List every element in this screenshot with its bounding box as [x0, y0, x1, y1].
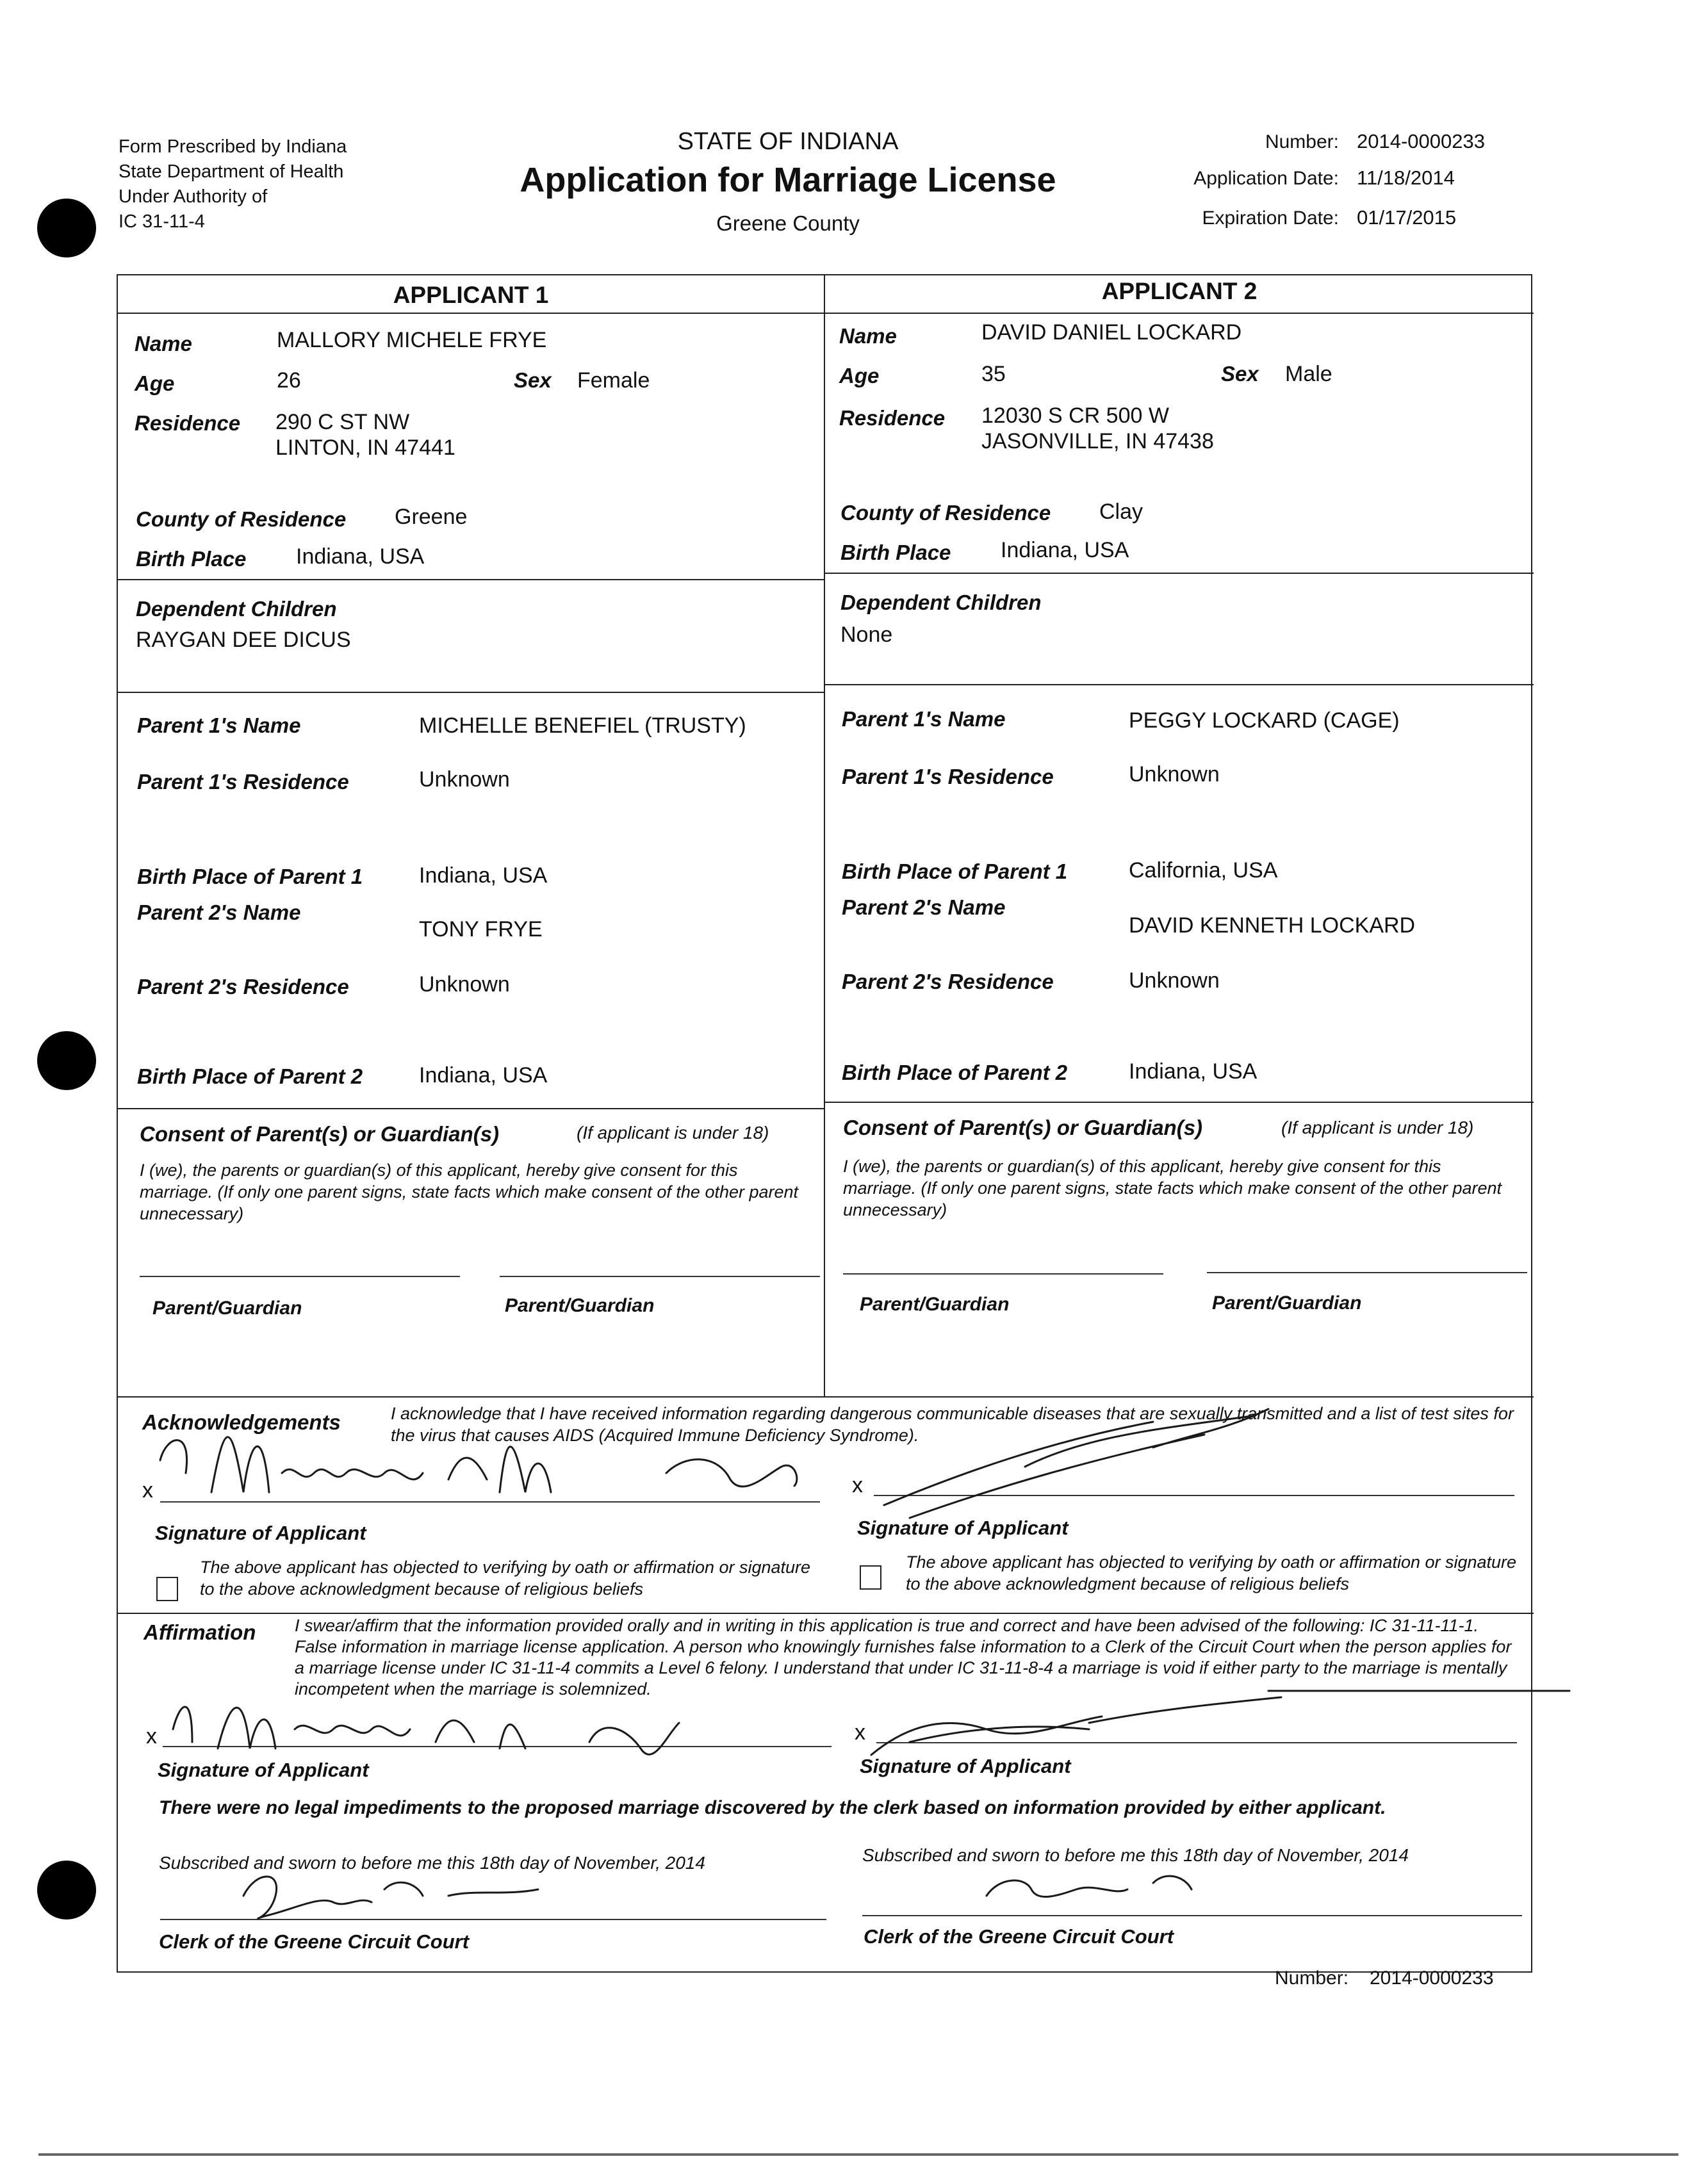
affirmation-title: Affirmation — [143, 1620, 256, 1644]
applicant2-heading: APPLICANT 2 — [1101, 278, 1258, 304]
a2-name: DAVID DANIEL LOCKARD — [981, 320, 1242, 345]
a2-p1-res: Unknown — [1129, 762, 1220, 786]
a2-county: Clay — [1099, 500, 1143, 524]
a1-county: Greene — [395, 505, 468, 529]
a1-consent-text: I (we), the parents or guardian(s) of this applicant, hereby give consent for this marriage. (If only one parent signs, state facts which make consent of the other parent unnecessary) — [140, 1161, 799, 1223]
application-date: 11/18/2014 — [1357, 167, 1455, 189]
a2-dependents: None — [840, 623, 893, 647]
a1-sex: Female — [577, 368, 650, 393]
a1-p2-name: TONY FRYE — [419, 917, 543, 941]
a1-guardian-label-1: Parent/Guardian — [152, 1298, 302, 1319]
expiration-date: 01/17/2015 — [1357, 206, 1457, 229]
a2-p2-res: Unknown — [1129, 968, 1220, 993]
form-note-line: Under Authority of — [119, 186, 268, 207]
a2-sex-label: Sex — [1221, 362, 1259, 386]
a2-ack-x: x — [852, 1473, 863, 1497]
form-note-line: Form Prescribed by Indiana — [119, 136, 347, 157]
a2-name-label: Name — [839, 324, 897, 348]
number-label: Number: — [1265, 131, 1339, 152]
a2-clerk-label: Clerk of the Greene Circuit Court — [864, 1925, 1174, 1948]
a2-residence-line1: 12030 S CR 500 W — [981, 403, 1169, 428]
a2-affirm-x: x — [855, 1720, 865, 1745]
footer-number-label: Number: — [1275, 1968, 1349, 1989]
state-heading: STATE OF INDIANA — [677, 128, 899, 155]
a2-p2-birth-label: Birth Place of Parent 2 — [842, 1061, 1068, 1084]
expiration-date-label: Expiration Date: — [1202, 208, 1339, 229]
a2-p1-birth: California, USA — [1129, 858, 1278, 883]
application-date-label: Application Date: — [1193, 168, 1339, 189]
a2-affirm-sig-label: Signature of Applicant — [860, 1755, 1071, 1777]
a1-dependents: RAYGAN DEE DICUS — [136, 628, 351, 652]
a1-name: MALLORY MICHELE FRYE — [277, 328, 547, 352]
applicant1-heading: APPLICANT 1 — [393, 282, 549, 308]
a1-clerk-signature — [243, 1877, 538, 1919]
a1-affirm-x: x — [146, 1724, 157, 1748]
acknowledgements-title: Acknowledgements — [142, 1410, 341, 1434]
form-note-line: State Department of Health — [119, 161, 344, 182]
a1-p2-birth: Indiana, USA — [419, 1063, 548, 1088]
a2-birthplace-label: Birth Place — [840, 541, 951, 564]
a2-ack-signature — [884, 1409, 1268, 1518]
a2-consent-note: (If applicant is under 18) — [1281, 1118, 1474, 1137]
a1-consent-title: Consent of Parent(s) or Guardian(s) — [140, 1122, 500, 1146]
a1-p1-res-label: Parent 1's Residence — [137, 770, 349, 794]
a2-p2-name: DAVID KENNETH LOCKARD — [1129, 913, 1416, 938]
a2-p2-birth: Indiana, USA — [1129, 1059, 1258, 1084]
a2-affirm-signature — [871, 1691, 1569, 1755]
a2-dependents-label: Dependent Children — [840, 591, 1042, 614]
a1-ack-sig-label: Signature of Applicant — [155, 1522, 366, 1544]
a1-p2-res-label: Parent 2's Residence — [137, 975, 349, 998]
a2-p1-name-label: Parent 1's Name — [842, 707, 1006, 731]
county-heading: Greene County — [716, 211, 860, 235]
acknowledgement-text: I acknowledge that I have received information regarding dangerous communicable diseases that are sexually transmitted and a list of test sites for the virus that causes AIDS (Acquired Immune Deficiency Syndrome). — [391, 1404, 1514, 1445]
a2-residence-line2: JASONVILLE, IN 47438 — [981, 429, 1214, 453]
a2-ack-sig-label: Signature of Applicant — [857, 1517, 1069, 1539]
a2-consent-title: Consent of Parent(s) or Guardian(s) — [843, 1116, 1203, 1139]
a2-p1-name: PEGGY LOCKARD (CAGE) — [1129, 708, 1400, 733]
scan-edge — [38, 2153, 1678, 2156]
a2-p2-res-label: Parent 2's Residence — [842, 970, 1054, 993]
a2-consent-text: I (we), the parents or guardian(s) of this applicant, hereby give consent for this marriage. (If only one parent signs, state facts which make consent of the other parent unnecessary) — [843, 1157, 1502, 1219]
a1-residence-label: Residence — [135, 411, 241, 435]
a2-p1-birth-label: Birth Place of Parent 1 — [842, 860, 1068, 883]
a1-name-label: Name — [135, 332, 192, 355]
license-number: 2014-0000233 — [1357, 130, 1485, 152]
a1-birthplace: Indiana, USA — [296, 544, 425, 569]
a2-birthplace: Indiana, USA — [1001, 538, 1129, 562]
a1-residence-line2: LINTON, IN 47441 — [275, 436, 455, 460]
a1-age-label: Age — [135, 371, 175, 395]
affirmation-text: I swear/affirm that the information provided orally and in writing in this application is true and correct and have been advised of the following: IC 31-11-11-1. False information in marriage license application. A person who knowingly furnishes false information to a Clerk of the Circuit Court when the person applies for a marriage license under IC 31-11-4 commits a Level 6 felony. I understand that under IC 31-11-8-4 a marriage is void if either party to the marriage is mentally incompetent when the marriage is solemnized. — [295, 1616, 1512, 1699]
impediments-statement: There were no legal impediments to the proposed marriage discovered by the clerk based on information provided by either applicant. — [159, 1797, 1386, 1818]
a1-ack-x: x — [142, 1478, 153, 1503]
a1-p1-res: Unknown — [419, 767, 510, 792]
footer-number: 2014-0000233 — [1370, 1968, 1494, 1989]
a1-ack-signature — [160, 1437, 797, 1492]
a1-county-label: County of Residence — [136, 507, 347, 531]
a1-p2-res: Unknown — [419, 972, 510, 997]
a2-p1-res-label: Parent 1's Residence — [842, 765, 1054, 788]
a2-guardian-label-1: Parent/Guardian — [860, 1294, 1010, 1315]
a1-p2-birth-label: Birth Place of Parent 2 — [137, 1064, 363, 1088]
a2-age: 35 — [981, 362, 1006, 386]
a2-subscribed-text: Subscribed and sworn to before me this 18th day of November, 2014 — [862, 1845, 1409, 1865]
a1-p1-birth: Indiana, USA — [419, 863, 548, 888]
a1-affirm-signature — [173, 1707, 679, 1754]
form-note-line: IC 31-11-4 — [119, 211, 205, 232]
a2-guardian-label-2: Parent/Guardian — [1212, 1292, 1362, 1314]
a1-p1-birth-label: Birth Place of Parent 1 — [137, 865, 363, 888]
a1-clerk-label: Clerk of the Greene Circuit Court — [159, 1930, 470, 1953]
a1-affirm-sig-label: Signature of Applicant — [158, 1759, 369, 1781]
a1-guardian-label-2: Parent/Guardian — [505, 1295, 655, 1316]
a2-county-label: County of Residence — [840, 501, 1051, 525]
a2-age-label: Age — [839, 364, 880, 387]
a1-p1-name: MICHELLE BENEFIEL (TRUSTY) — [419, 713, 746, 738]
a1-consent-note: (If applicant is under 18) — [577, 1123, 769, 1143]
a2-objection-text: The above applicant has objected to verifying by oath or affirmation or signature to the above acknowledgment because of religious beliefs — [906, 1552, 1517, 1593]
a1-birthplace-label: Birth Place — [136, 547, 247, 571]
a2-clerk-signature — [987, 1876, 1192, 1896]
a1-sex-label: Sex — [514, 368, 552, 392]
a1-objection-text: The above applicant has objected to verifying by oath or affirmation or signature to the above acknowledgment because of religious beliefs — [200, 1558, 811, 1599]
a1-p2-name-label: Parent 2's Name — [137, 900, 301, 924]
a2-residence-label: Residence — [839, 406, 946, 430]
a1-subscribed-text: Subscribed and sworn to before me this 18th day of November, 2014 — [159, 1853, 705, 1873]
a1-residence-line1: 290 C ST NW — [275, 410, 410, 434]
a1-p1-name-label: Parent 1's Name — [137, 713, 301, 737]
a1-age: 26 — [277, 368, 301, 393]
a1-dependents-label: Dependent Children — [136, 597, 337, 621]
a2-sex: Male — [1285, 362, 1332, 386]
document-title: Application for Marriage License — [520, 161, 1056, 199]
a2-p2-name-label: Parent 2's Name — [842, 895, 1006, 919]
